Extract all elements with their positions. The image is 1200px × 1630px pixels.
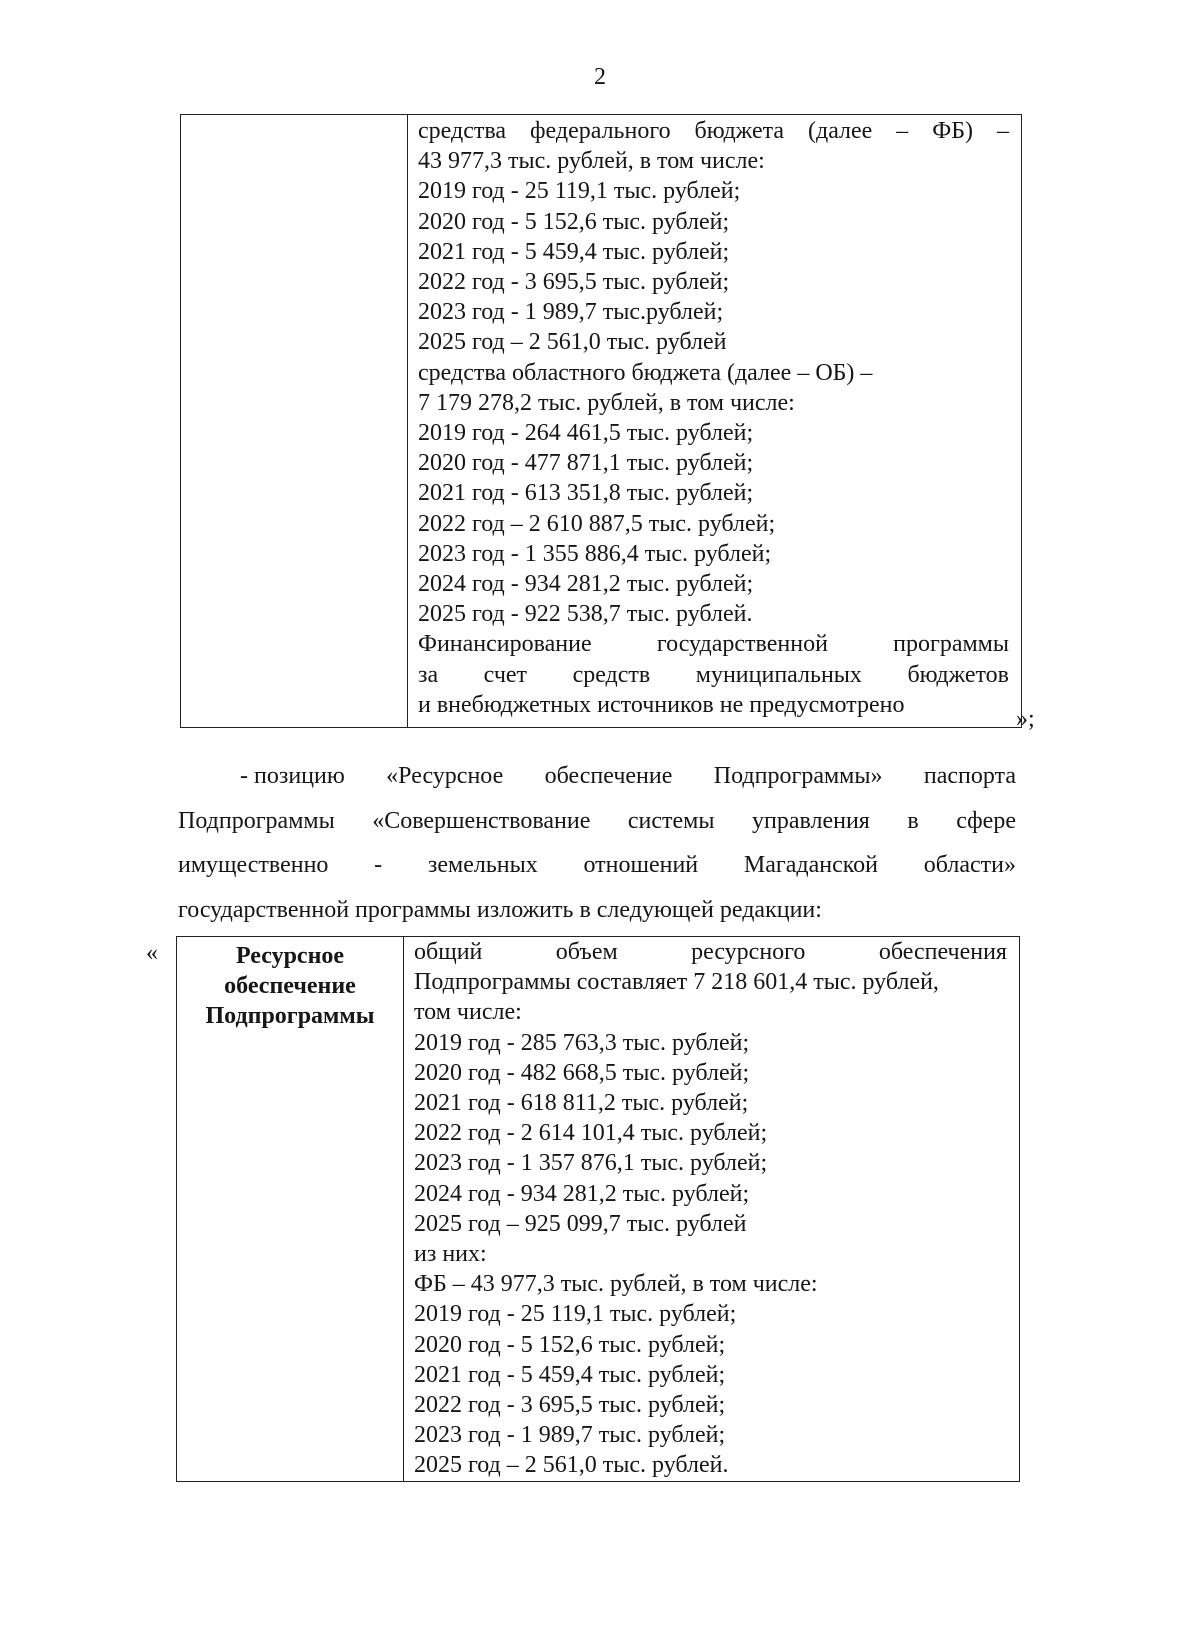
paragraph-line: государственной программы изложить в следующей редакции: [178,896,822,923]
table2-line: том числе: [414,999,522,1026]
table1-line [408,660,1021,690]
table2-line: 2022 год - 3 695,5 тыс. рублей; [414,1392,726,1419]
subprogram-resources-table [176,936,1020,1482]
page-number: 2 [594,64,606,90]
table2-line: 2023 год - 1 357 876,1 тыс. рублей; [414,1150,768,1177]
table1-line: и внебюджетных источников не предусмотрено [418,691,905,718]
table2-word: обеспечения [878,939,1007,965]
paragraph-word: области» [923,852,1016,878]
paragraph-word: земельных [427,852,538,878]
table1-line: средства областного бюджета (далее – ОБ) – [418,359,873,386]
resources-label-line: Ресурсное [235,943,345,969]
paragraph-line [178,799,1016,844]
table1-line: 2021 год - 613 351,8 тыс. рублей; [418,480,754,507]
paragraph-word: «Совершенствование [372,807,591,834]
resources-lines [404,937,1019,1481]
table1-word: бюджетов [907,661,1009,688]
table2-line: 2019 год - 25 119,1 тыс. рублей; [414,1301,737,1328]
table2-line: 2022 год - 2 614 101,4 тыс. рублей; [414,1120,768,1147]
table1-line: 2020 год - 5 152,6 тыс. рублей; [418,208,730,235]
opening-quote: « [146,940,158,966]
paragraph-word: обеспечение [544,763,673,789]
table1-line: 2025 год – 2 561,0 тыс. рублей [418,329,727,356]
paragraph-word: Магаданской [743,852,879,878]
table1-word: бюджета [694,118,785,144]
paragraph-word: управления [751,807,870,834]
table1-line: 2023 год - 1 989,7 тыс.рублей; [418,299,724,326]
table1-word: – [896,118,909,144]
paragraph-word: Подпрограммы» [713,763,883,789]
table1-word: средств [572,661,651,688]
table2-word: общий [414,939,483,965]
paragraph-line [178,843,1016,888]
closing-quote: »; [1016,706,1035,732]
table1-word: государственной [656,631,828,658]
table2-line: 2025 год – 925 099,7 тыс. рублей [414,1210,747,1237]
paragraph-word: Подпрограммы [178,807,335,834]
table1-line: 43 977,3 тыс. рублей, в том числе: [418,148,765,175]
table1-word: (далее [807,118,873,144]
table2-line: 2021 год - 618 811,2 тыс. рублей; [414,1090,749,1117]
table1-line: 2019 год - 264 461,5 тыс. рублей; [418,420,754,447]
table1-line: 2020 год - 477 871,1 тыс. рублей; [418,450,754,477]
table1-word: – [996,118,1009,144]
table2-line: 2020 год - 482 668,5 тыс. рублей; [414,1059,750,1086]
table2-line: 2020 год - 5 152,6 тыс. рублей; [414,1331,726,1358]
table1-line [408,629,1021,659]
table1-line: 2021 год - 5 459,4 тыс. рублей; [418,238,730,265]
table2-line: 2019 год - 285 763,3 тыс. рублей; [414,1029,750,1056]
table2-word: объем [555,939,618,965]
table2-line: 2021 год - 5 459,4 тыс. рублей; [414,1361,726,1388]
table1-word: федерального [529,118,671,144]
table1-word: программы [893,631,1009,658]
table2-line: ФБ – 43 977,3 тыс. рублей, в том числе: [414,1271,818,1298]
resources-label-line: обеспечение [224,973,356,999]
table1-line [408,116,1021,146]
table2-line: 2025 год – 2 561,0 тыс. рублей. [414,1452,729,1479]
table1-word: ФБ) [932,118,973,144]
resources-details-cell [404,937,1020,1482]
paragraph-word: - [374,852,383,878]
table2-line: Подпрограммы составляет 7 218 601,4 тыс. рублей, [414,969,939,996]
paragraph-word: «Ресурсное [386,763,504,789]
paragraph-word: сфере [956,807,1016,834]
paragraph-word: отношений [583,852,699,878]
table1-word: за [418,661,439,688]
table1-word: муниципальных [695,661,862,688]
paragraph-word: системы [627,807,715,834]
paragraph-line [178,754,1016,799]
table1-word: средства [418,118,507,144]
financing-table-continued [180,114,1022,728]
financing-lines [408,115,1021,720]
table2-line: 2024 год - 934 281,2 тыс. рублей; [414,1180,750,1207]
table1-line: 2022 год - 3 695,5 тыс. рублей; [418,269,730,296]
empty-label-cell [181,115,408,728]
paragraph-word: имущественно [178,852,329,878]
amendment-paragraph [178,754,1016,932]
table1-word: Финансирование [418,631,592,658]
resources-label-cell [177,937,404,1482]
table1-line: 2023 год - 1 355 886,4 тыс. рублей; [418,540,772,567]
table2-line [404,937,1019,967]
table1-line: 2025 год - 922 538,7 тыс. рублей. [418,601,753,628]
paragraph-word: паспорта [923,763,1016,789]
resources-label [177,937,403,1031]
resources-label-line: Подпрограммы [205,1003,375,1029]
paragraph-word: в [907,807,919,834]
table2-line: 2023 год - 1 989,7 тыс. рублей; [414,1422,726,1449]
table2-line: из них: [414,1241,487,1268]
table1-line: 2022 год – 2 610 887,5 тыс. рублей; [418,510,776,537]
table1-line: 2024 год - 934 281,2 тыс. рублей; [418,571,754,598]
table2-word: ресурсного [691,939,806,965]
table1-line: 7 179 278,2 тыс. рублей, в том числе: [418,389,795,416]
table1-word: счет [483,661,528,688]
table1-line: 2019 год - 25 119,1 тыс. рублей; [418,178,741,205]
paragraph-word: - позицию [240,763,345,789]
financing-details-cell [408,115,1022,728]
